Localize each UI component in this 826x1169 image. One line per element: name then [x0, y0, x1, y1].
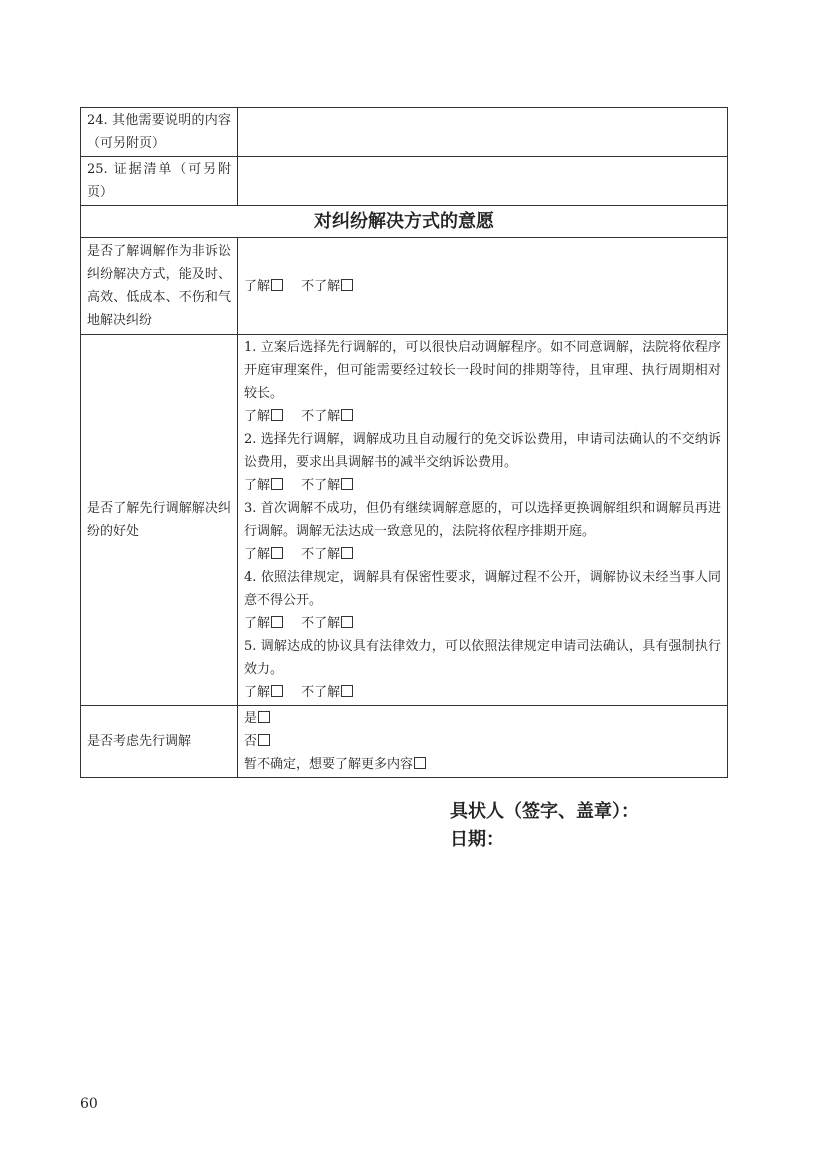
row-24-value[interactable] [238, 108, 728, 157]
benefit-1-no-option[interactable]: 不了解 [301, 405, 353, 428]
benefit-item-3-options [244, 543, 721, 566]
understand-mediation-options [238, 238, 728, 335]
benefits-row [81, 335, 728, 706]
benefit-4-yes-option[interactable]: 了解 [244, 612, 283, 635]
checkbox-icon[interactable] [341, 685, 353, 697]
benefit-3-no-option[interactable]: 不了解 [301, 543, 353, 566]
page-number: 60 [80, 1096, 98, 1112]
checkbox-icon[interactable] [341, 616, 353, 628]
checkbox-icon[interactable] [341, 547, 353, 559]
checkbox-icon[interactable] [258, 711, 270, 723]
consider-mediation-options [238, 706, 728, 778]
benefit-item-4-options [244, 612, 721, 635]
benefit-item-5-options [244, 681, 721, 704]
benefit-1-yes-option[interactable]: 了解 [244, 405, 283, 428]
benefit-3-yes-option[interactable]: 了解 [244, 543, 283, 566]
checkbox-icon[interactable] [258, 734, 270, 746]
complaint-form-table [80, 107, 728, 778]
checkbox-icon[interactable] [271, 409, 283, 421]
benefit-5-yes-option[interactable]: 了解 [244, 681, 283, 704]
signature-block [450, 798, 639, 854]
understand-mediation-row [81, 238, 728, 335]
benefits-content [238, 335, 728, 706]
row-25-label: 25. 证据清单（可另附页） [81, 157, 238, 206]
row-25 [81, 157, 728, 206]
consider-option-yes[interactable]: 是 [244, 707, 721, 730]
benefit-item-2-text: 2. 选择先行调解，调解成功且自动履行的免交诉讼费用，申请司法确认的不交纳诉讼费用，要求出具调解书的减半交纳诉讼费用。 [244, 432, 721, 470]
benefits-label: 是否了解先行调解解决纠纷的好处 [81, 335, 238, 706]
checkbox-icon[interactable] [271, 547, 283, 559]
checkbox-icon[interactable] [271, 685, 283, 697]
benefit-4-no-option[interactable]: 不了解 [301, 612, 353, 635]
checkbox-icon[interactable] [271, 616, 283, 628]
consider-option-no[interactable]: 否 [244, 730, 721, 753]
benefit-2-no-option[interactable]: 不了解 [301, 474, 353, 497]
row-24-label: 24. 其他需要说明的内容（可另附页） [81, 108, 238, 157]
understand-yes-option[interactable]: 了解 [244, 275, 283, 298]
benefit-2-yes-option[interactable]: 了解 [244, 474, 283, 497]
checkbox-icon[interactable] [341, 478, 353, 490]
consider-option-unsure[interactable]: 暂不确定，想要了解更多内容 [244, 753, 721, 776]
date-line[interactable]: 日期： [450, 829, 504, 850]
benefit-item-2-options [244, 474, 721, 497]
benefit-item-3-text: 3. 首次调解不成功，但仍有继续调解意愿的，可以选择更换调解组织和调解员再进行调解。调解无法达成一致意见的，法院将依程序排期开庭。 [244, 501, 721, 539]
checkbox-icon[interactable] [414, 757, 426, 769]
row-24 [81, 108, 728, 157]
benefit-item-1-text: 1. 立案后选择先行调解的，可以很快启动调解程序。如不同意调解，法院将依程序开庭审理案件，但可能需要经过较长一段时间的排期等待，且审理、执行周期相对较长。 [244, 340, 721, 401]
checkbox-icon[interactable] [341, 409, 353, 421]
section-header-row [81, 206, 728, 238]
understand-mediation-label: 是否了解调解作为非诉讼纠纷解决方式，能及时、高效、低成本、不伤和气地解决纠纷 [81, 238, 238, 335]
checkbox-icon[interactable] [271, 478, 283, 490]
benefit-item-1-options [244, 405, 721, 428]
row-25-value[interactable] [238, 157, 728, 206]
consider-mediation-row [81, 706, 728, 778]
benefit-item-5-text: 5. 调解达成的协议具有法律效力，可以依照法律规定申请司法确认，具有强制执行效力。 [244, 639, 721, 677]
checkbox-icon[interactable] [341, 279, 353, 291]
benefit-item-4-text: 4. 依照法律规定，调解具有保密性要求，调解过程不公开，调解协议未经当事人同意不得公开。 [244, 570, 721, 608]
checkbox-icon[interactable] [271, 279, 283, 291]
section-title: 对纠纷解决方式的意愿 [81, 206, 728, 238]
understand-no-option[interactable]: 不了解 [301, 275, 353, 298]
signer-line[interactable]: 具状人（签字、盖章）： [450, 801, 639, 822]
consider-mediation-label: 是否考虑先行调解 [81, 706, 238, 778]
benefit-5-no-option[interactable]: 不了解 [301, 681, 353, 704]
